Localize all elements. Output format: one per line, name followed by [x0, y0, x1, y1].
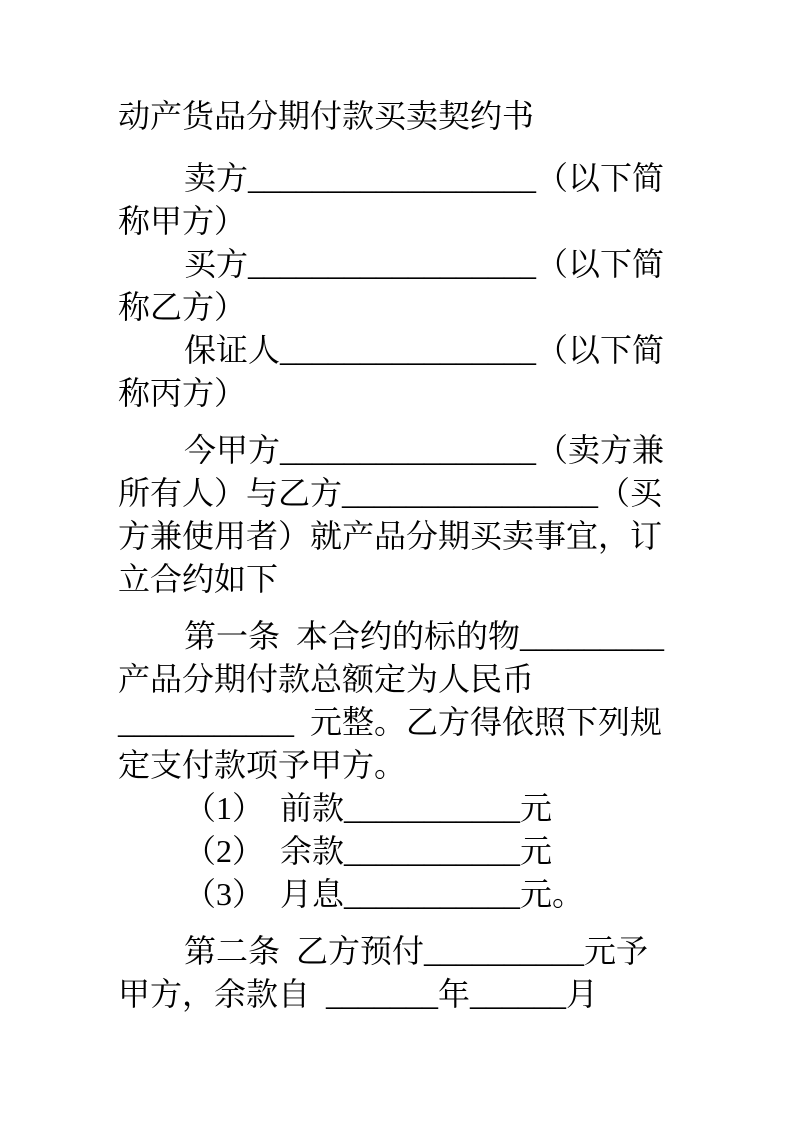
article-1-line-3: ___________ 元整。乙方得依照下列规 [118, 704, 663, 740]
guarantor-blank-line: 保证人________________（以下简 [184, 332, 665, 368]
party-b-abbrev-line: 称乙方） [118, 289, 247, 325]
article-1-line-4: 定支付款项予甲方。 [118, 747, 407, 783]
buyer-blank-line: 买方__________________（以下简 [184, 246, 665, 282]
item-1-downpayment-line: （1） 前款___________元 [184, 790, 553, 826]
item-2-balance-line: （2） 余款___________元 [184, 833, 553, 869]
intro-line-4: 立合约如下 [118, 561, 279, 597]
party-a-abbrev-line: 称甲方） [118, 203, 247, 239]
document-title: 动产货品分期付款买卖契约书 [118, 98, 535, 134]
article-2-line-2: 甲方，余款自 _______年______月 [118, 976, 599, 1012]
intro-line-1: 今甲方________________（卖方兼 [184, 432, 665, 468]
article-1-line-2: 产品分期付款总额定为人民币 [118, 661, 535, 697]
party-c-abbrev-line: 称丙方） [118, 375, 247, 411]
seller-blank-line: 卖方__________________（以下简 [184, 160, 665, 196]
intro-line-3: 方兼使用者）就产品分期买卖事宜，订 [118, 518, 663, 554]
intro-line-2: 所有人）与乙方________________（买 [118, 475, 663, 511]
article-2-line-1: 第二条 乙方预付__________元予 [184, 933, 649, 969]
item-3-interest-line: （3） 月息___________元。 [184, 876, 585, 912]
article-1-line-1: 第一条 本合约的标的物_________ [184, 618, 665, 654]
